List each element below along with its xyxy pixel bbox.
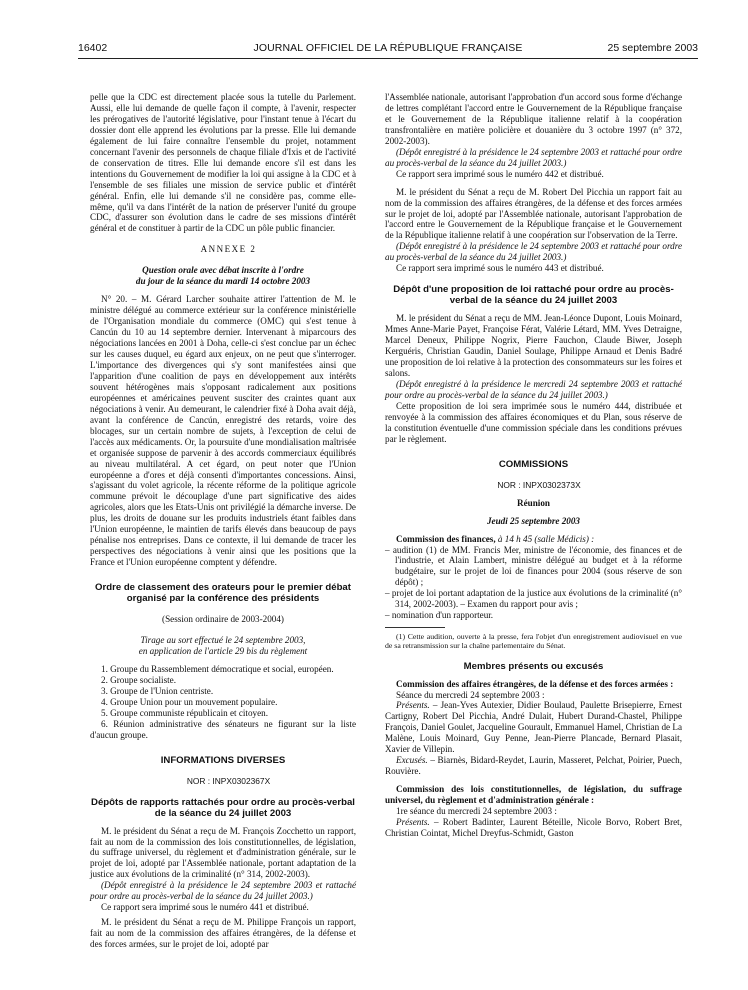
committee-time: à 14 h 45 (salle Médicis) :	[495, 533, 595, 544]
list-item: 5. Groupe communiste républicain et citoyen.	[101, 707, 268, 718]
draw-line: en application de l'article 29 bis du règlement	[138, 645, 308, 656]
committee-name: Commission des finances,	[396, 533, 496, 544]
agenda-item: – audition (1) de MM. Francis Mer, ministre de l'économie, des finances et de l'industrie, et Alain Lambert, ministre délégué au budget et à la réforme budgétaire, sur le projet de loi de finances pour 2004 (sous réserve de son dépôt) ;	[385, 544, 682, 588]
session-date: 1re séance du mercredi 24 septembre 2003 :	[396, 806, 557, 817]
attendance-label: Excusés.	[396, 755, 428, 766]
page-number: 16402	[78, 42, 108, 54]
session-date: Séance du mercredi 24 septembre 2003 :	[396, 689, 545, 700]
left-column	[90, 92, 356, 950]
issue-date: 25 septembre 2003	[607, 42, 698, 54]
deposit-note: (Dépôt enregistré à la présidence le 24 septembre 2003 et rattaché pour ordre au procès-verbal de la séance du 24 juillet 2003.)	[90, 880, 356, 902]
list-item: 2. Groupe socialiste.	[101, 674, 177, 685]
question-body: N° 20. – M. Gérard Larcher souhaite attirer l'attention de M. le ministre délégué au commerce extérieur sur la conférence ministérielle de l'Organisation mondiale du commerce (OMC) qui s'est tenue à Cancún du 10 au 14 septembre dernier. Intervenant à miparcours des négociations lancées en 2001 à Doha, celle-ci s'est conclue par un échec sur les causes duquel, eu égard aux enjeux, on ne peut que s'interroger. L'importance des divergences qui s'y sont manifestées ainsi que l'apparition d'une coalition de pays en développement aux intérêts souvent hétérogènes mais s'opposant radicalement aux positions européennes et américaines peuvent susciter des craintes quant aux négociations à venir. Au demeurant, le calendrier fixé à Doha avait déjà, avant la conférence de Cancún, enregistré des retards, voire des blocages, sur un certain nombre de sujets, à l'exception de celui de l'accès aux médicaments. Or, la poursuite d'une mondialisation maîtrisée et organisée suppose de parvenir à des accords commerciaux équilibrés au niveau multilatéral. A cet égard, on peut noter que l'Union européenne a d'ores et déjà consenti d'importantes concessions. Ainsi, s'agissant du volet agricole, la récente réforme de la politique agricole commune prévoit le découplage d'une part significative des aides agricoles, alors que les Etats-Unis ont privilégié la démarche inverse. De plus, les droits de douane sur les produits industriels étant faibles dans l'Union européenne, le maintien de tarifs élevés dans beaucoup de pays pénalise nos entreprises. Dans ce contexte, il lui demande de tracer les perspectives des négociations à venir ainsi que les positions que la France et l'Union européenne comptent y défendre.	[90, 294, 356, 568]
group-list	[90, 664, 356, 741]
annex-heading: ANNEXE 2	[200, 244, 257, 255]
section-title: Dépôts de rapports rattachés pour ordre au procès-verbal de la séance du 24 juillet 2003	[91, 796, 355, 819]
agenda-item: – nomination d'un rapporteur.	[385, 610, 494, 621]
committee-line	[385, 534, 682, 545]
committee-heading: Commission des lois constitutionnelles, de législation, du suffrage universel, du règlement et d'administration générale :	[385, 784, 682, 806]
attendance	[385, 755, 682, 777]
section-title: Ordre de classement des orateurs pour le premier débat organisé par la conférence des présidents	[95, 582, 351, 605]
section-title: INFORMATIONS DIVERSES	[160, 754, 286, 766]
attendance-label: Présents.	[396, 700, 430, 711]
right-column	[385, 92, 682, 839]
paragraph: M. le président du Sénat a reçu de MM. Jean-Léonce Dupont, Louis Moinard, Mmes Anne-Marie Payet, Françoise Férat, Valérie Létard, MM. Yves Detraigne, Marcel Deneux, Philippe Nogrix, Pierre Fauchon, Claude Biwer, Joseph Kerguéris, Christian Gaudin, Daniel Soulage, Philippe Arnaud et Denis Badré une proposition de loi relative à la protection des consommateurs sur les foires et salons.	[385, 313, 682, 379]
section-title: Dépôt d'une proposition de loi rattaché pour ordre au procès-verbal de la séance du 24 juillet 2003	[393, 284, 674, 307]
attendance-names: – Robert Badinter, Laurent Béteille, Nicole Borvo, Robert Bret, Christian Cointat, Michel Dreyfus-Schmidt, Gaston	[385, 817, 682, 838]
paragraph: Cette proposition de loi sera imprimée sous le numéro 444, distribuée et renvoyée à la commission des affaires économiques et du Plan, sous réserve de la constitution éventuelle d'une commission spéciale dans les conditions prévues par le règlement.	[385, 400, 682, 444]
section-title: COMMISSIONS	[498, 458, 569, 470]
section-title: Membres présents ou excusés	[463, 660, 604, 672]
list-item: 6. Réunion administrative des sénateurs ne figurant sur la liste d'aucun groupe.	[90, 718, 356, 740]
session-line: (Session ordinaire de 2003-2004)	[162, 614, 284, 625]
nor-reference: NOR : INPX0302367X	[186, 775, 271, 786]
question-title-line: Question orale avec débat inscrite à l'ordre	[142, 265, 304, 276]
deposit-note: (Dépôt enregistré à la présidence le 24 septembre 2003 et rattaché pour ordre au procès-verbal de la séance du 24 juillet 2003.)	[385, 241, 682, 263]
paragraph: M. le président du Sénat a reçu de M. Robert Del Picchia un rapport fait au nom de la commission des affaires étrangères, de la défense et des forces armées sur le projet de loi, adopté par l'Assemblée nationale, autorisant l'approbation de l'accord entre le Gouvernement de la République française et le Gouvernement de la République italienne relatif à une coopération sur l'observation de la Terre.	[385, 186, 682, 241]
paragraph: M. le président du Sénat a reçu de M. Philippe François un rapport, fait au nom de la commission des affaires étrangères, de la défense et des forces armées, sur le projet de loi, adopté par	[90, 917, 356, 950]
footnote-rule	[385, 627, 445, 628]
journal-title: JOURNAL OFFICIEL DE LA RÉPUBLIQUE FRANÇAISE	[253, 42, 523, 54]
committee-heading: Commission des affaires étrangères, de la défense et des forces armées :	[396, 678, 674, 689]
footnote: (1) Cette audition, ouverte à la presse, fera l'objet d'un enregistrement audiovisuel en vue de sa retransmission sur la chaîne parlementaire du Sénat.	[385, 632, 682, 651]
meeting-heading: Réunion	[517, 497, 550, 508]
attendance	[385, 700, 682, 755]
list-item: 3. Groupe de l'Union centriste.	[101, 685, 214, 696]
paragraph: Ce rapport sera imprimé sous le numéro 443 et distribué.	[396, 263, 604, 274]
paragraph: Ce rapport sera imprimé sous le numéro 441 et distribué.	[101, 902, 309, 913]
nor-reference: NOR : INPX0302373X	[497, 479, 581, 490]
attendance-names: – Jean-Yves Autexier, Didier Boulaud, Paulette Brisepierre, Ernest Cartigny, Robert Del Picchia, André Dulait, Hubert Durand-Chastel, Philippe François, Daniel Goulet, Jacqueline Gourault, Emmanuel Hamel, Christian de La Malène, Louis Moinard, Guy Penne, Jean-Pierre Plancade, Bernard Plasait, Xavier de Villepin.	[385, 700, 682, 755]
paragraph: l'Assemblée nationale, autorisant l'approbation d'un accord sous forme d'échange de lettres complétant l'accord entre le Gouvernement de la République française et le Gouvernement de la République italienne relatif à la coopération transfrontalière en matière policière et douanière du 3 octobre 1997 (n° 372, 2002-2003).	[385, 92, 682, 146]
paragraph: Ce rapport sera imprimé sous le numéro 442 et distribué.	[396, 168, 604, 179]
attendance	[385, 817, 682, 839]
draw-line: Tirage au sort effectué le 24 septembre 2003,	[140, 635, 306, 646]
paragraph: pelle que la CDC est directement placée sous la tutelle du Parlement. Aussi, elle lui demande de quelle façon il compte, à l'avenir, respecter les prérogatives de l'autorité législative, pour l'instant tenue à l'écart du dossier dont elle apprend les évolutions par la presse. Elle lui demande également de lui faire connaître l'ensemble du projet, notamment concernant l'avenir des personnels de chaque filiale d'Ixis et de l'activité de conservation de titres. Elle lui demande encore s'il est dans les intentions du Gouvernement de modifier la loi qui assigne à la CDC et à l'ensemble de ses filiales une mission de service public et d'intérêt général. Enfin, elle lui demande s'il ne considère pas, comme elle-même, qu'il va dans l'intérêt de la nation de préserver l'unité du groupe CDC, d'assurer son évolution dans le cadre de ses missions d'intérêt général et de constituer à partir de la CDC un pôle public financier.	[90, 92, 356, 234]
list-item: 1. Groupe du Rassemblement démocratique et social, européen.	[101, 663, 334, 674]
deposit-note: (Dépôt enregistré à la présidence le 24 septembre 2003 et rattaché pour ordre au procès-verbal de la séance du 24 juillet 2003.)	[385, 146, 682, 168]
deposit-note: (Dépôt enregistré à la présidence le mercredi 24 septembre 2003 et rattaché pour ordre au procès-verbal de la séance du 24 juillet 2003.)	[385, 378, 682, 400]
list-item: 4. Groupe Union pour un mouvement populaire.	[101, 696, 278, 707]
agenda-item: – projet de loi portant adaptation de la justice aux évolutions de la criminalité (n° 314, 2002-2003). – Examen du rapport pour avis ;	[385, 588, 682, 610]
paragraph: M. le président du Sénat a reçu de M. François Zocchetto un rapport, fait au nom de la commission des lois constitutionnelles, de législation, du suffrage universel, du règlement et d'administration générale, sur le projet de loi, adopté par l'Assemblée nationale, portant adaptation de la justice aux évolutions de la criminalité (n° 314, 2002-2003).	[90, 825, 356, 880]
attendance-label: Présents.	[396, 817, 430, 828]
attendance-names: – Biarnès, Bidard-Reydet, Laurin, Masseret, Pelchat, Poirier, Puech, Rouvière.	[385, 755, 682, 777]
meeting-date: Jeudi 25 septembre 2003	[486, 515, 580, 526]
header-rule	[78, 58, 698, 59]
page-header	[78, 42, 698, 56]
question-title-line: du jour de la séance du mardi 14 octobre 2003	[135, 276, 311, 287]
